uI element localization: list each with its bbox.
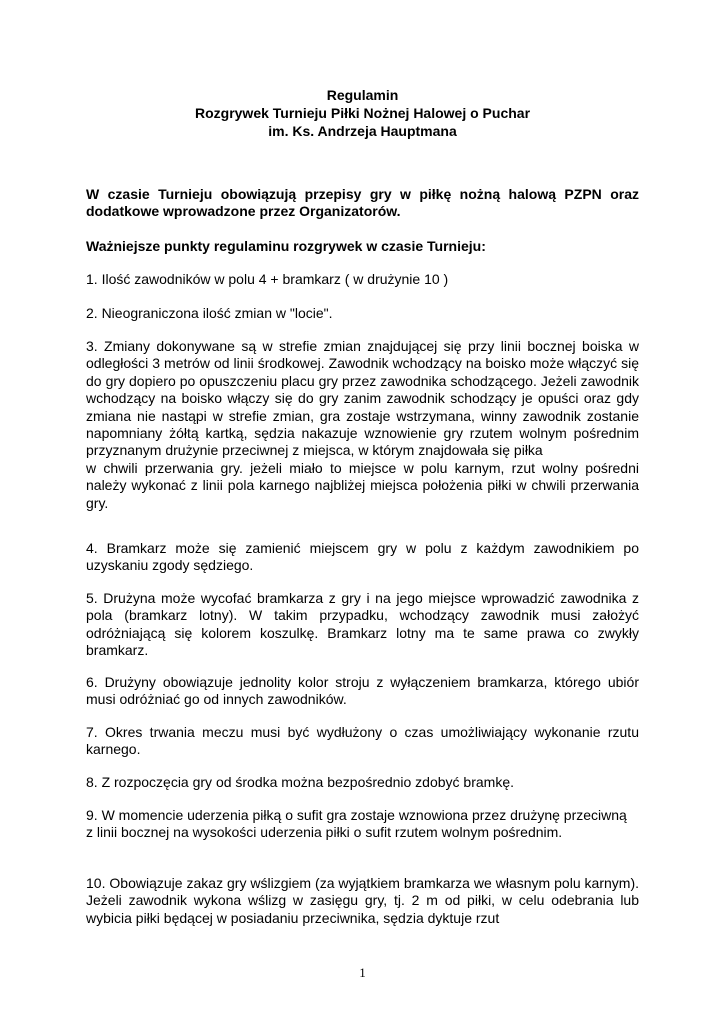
title-line-3: im. Ks. Andrzeja Hauptmana (268, 123, 457, 139)
rule-8: 8. Z rozpoczęcia gry od środka można bezpośrednio zdobyć bramkę. (86, 774, 514, 790)
section-subheading: Ważniejsze punkty regulaminu rozgrywek w czasie Turnieju: (86, 238, 486, 254)
rule-4: 4. Bramkarz może się zamienić miejscem gry w polu z każdym zawodnikiem po uzyskaniu zgody sędziego. (86, 540, 639, 574)
rule-9-part-2: z linii bocznej na wysokości uderzenia piłki o sufit rzutem wolnym pośrednim. (86, 824, 563, 841)
rule-1: 1. Ilość zawodników w polu 4 + bramkarz ( w drużynie 10 ) (86, 271, 449, 287)
rule-3-part-2: w chwili przerwania gry. jeżeli miało to miejsce w polu karnym, rzut wolny pośredni należy wykonać z linii pola karnego najbliżej miejsca położenia piłki w chwili przerwania gry. (86, 459, 639, 511)
rule-3 (86, 338, 639, 512)
intro-paragraph: W czasie Turnieju obowiązują przepisy gry w piłkę nożną halową PZPN oraz dodatkowe wprowadzone przez Organizatorów. (86, 186, 639, 220)
rule-3-part-1: 3. Zmiany dokonywane są w strefie zmian znajdującej się przy linii bocznej boiska w odległości 3 metrów od linii środkowej. Zawodnik wchodzący na boisko może włączyć się do gry dopiero po opuszczeniu placu gry przez zawodnika schodzącego. Jeżeli zawodnik wchodzący na boisko włączy się do gry zanim zawodnik schodzący je opuści oraz gdy zmiana nie nastąpi w strefie zmian, gra zostaje wstrzymana, winny zawodnik zostanie napomniany żółtą kartką, sędzia nakazuje wznowienie gry rzutem wolnym pośrednim przyznanym drużynie przeciwnej z miejsca, w którym znajdowała się piłka (86, 338, 639, 459)
page-number: 1 (359, 965, 366, 980)
title-line-1: Regulamin (326, 87, 399, 103)
rule-2: 2. Nieograniczona ilość zmian w "locie". (86, 305, 333, 321)
rule-9-part-1: 9. W momencie uderzenia piłką o sufit gra zostaje wznowiona przez drużynę przeciwną (86, 807, 627, 823)
rule-6: 6. Drużyny obowiązuje jednolity kolor stroju z wyłączeniem bramkarza, którego ubiór musi odróżniać go od innych zawodników. (86, 674, 639, 708)
title-line-2: Rozgrywek Turnieju Piłki Nożnej Halowej o Puchar (194, 105, 531, 121)
rule-7: 7. Okres trwania meczu musi być wydłużony o czas umożliwiający wykonanie rzutu karnego. (86, 724, 639, 758)
rule-10: 10. Obowiązuje zakaz gry wślizgiem (za wyjątkiem bramkarza we własnym polu karnym). Jeżeli zawodnik wykona wślizg w zasięgu gry, tj. 2 m od piłki, w celu odebrania lub wybicia piłki będącej w posiadaniu przeciwnika, sędzia dyktuje rzut (86, 875, 639, 926)
rule-5: 5. Drużyna może wycofać bramkarza z gry i na jego miejsce wprowadzić zawodnika z pola (bramkarz lotny). W takim przypadku, wchodzący zawodnik musi założyć odróżniającą się kolorem koszulkę. Bramkarz lotny ma te same prawa co zwykły bramkarz. (86, 590, 639, 659)
rule-9 (86, 807, 639, 842)
